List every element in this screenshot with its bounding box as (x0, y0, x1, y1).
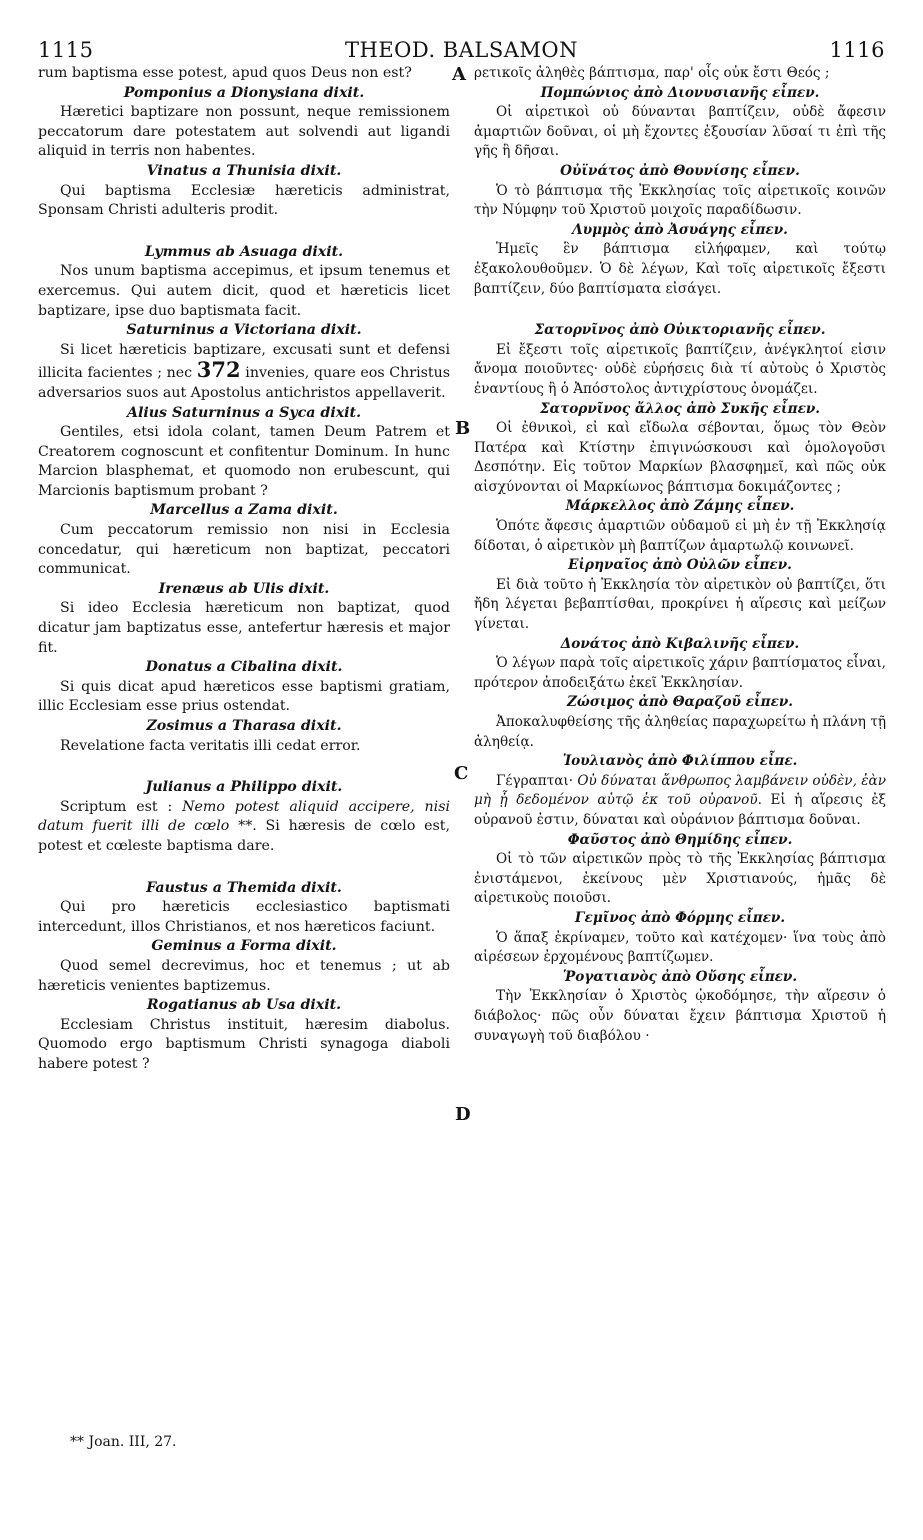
statement-paragraph: Ὁ λέγων παρὰ τοῖς αἱρετικοῖς χάριν βαπτίσματος εἶναι, πρότερον ἀποδειξάτω ἐκεῖ Ἐκκλησίαν. (474, 655, 886, 691)
speaker-heading: Ζώσιμος ἀπὸ Θαραζοῦ εἶπεν. (566, 694, 793, 711)
paragraph-gap (38, 756, 450, 778)
statement-paragraph: Gentiles, etsi idola colant, tamen Deum Patrem et Creatorem cognoscunt et confitentur Dominum. In hunc Marcion blasphemat, et quomodo non erubescunt, qui Marcionis baptismum probant ? (38, 424, 450, 499)
speaker-heading: Δονάτος ἀπὸ Κιβαλινῆς εἶπεν. (560, 635, 800, 652)
statement-paragraph: Ἀποκαλυφθείσης τῆς ἀληθείας παραχωρείτω ἡ πλάνη τῇ ἀληθείᾳ. (474, 714, 886, 750)
speaker-heading: Rogatianus ab Usa dixit. (146, 997, 342, 1014)
statement-paragraph: Οἱ τὸ τῶν αἱρετικῶν πρὸς τὸ τῆς Ἐκκλησίας βάπτισμα ἐνιστάμενοι, ἐκείνους μὲν Χριστιανούς, ἡμᾶς δὲ αἱρετικοὺς ποιοῦσι. (474, 851, 886, 907)
speaker-heading: Ῥογατιανὸς ἀπὸ Οὔσης εἶπεν. (562, 968, 798, 985)
paragraph-text: Γέγραπται· (496, 772, 578, 789)
left-page-number: 1115 (38, 38, 94, 62)
statement-paragraph: Cum peccatorum remissio non nisi in Ecclesia concedatur, qui hæreticum non baptizat, peccatori communicat. (38, 522, 450, 578)
speaker-heading: Εἰρηναῖος ἀπὸ Οὐλῶν εἶπεν. (568, 557, 792, 574)
speaker-heading: Σατορνῖνος ἀπὸ Οὐικτοριανῆς εἶπεν. (534, 322, 826, 339)
speaker-heading: Vinatus a Thunisia dixit. (146, 162, 342, 179)
statement-paragraph: Quod semel decrevimus, hoc et tenemus ; ut ab hæreticis venientes baptizemus. (38, 957, 450, 994)
speaker-heading: Μάρκελλος ἀπὸ Ζάμης εἶπεν. (565, 498, 795, 515)
statement-paragraph: Ἡμεῖς ἓν βάπτισμα εἰλήφαμεν, καὶ τούτῳ ἐξακολουθοῦμεν. Ὁ δὲ λέγων, Καὶ τοῖς αἱρετικοῖς ἔξεστι βαπτίζειν, δύο βαπτίσματα εἰσάγει. (474, 241, 886, 297)
statement-paragraph: Ὁπότε ἄφεσις ἁμαρτιῶν οὐδαμοῦ εἰ μὴ ἐν τῇ Ἐκκλησίᾳ δίδοται, ὁ αἱρετικὸν μὴ βαπτίζων ἁμαρτωλῷ κοινωνεῖ. (474, 518, 886, 554)
speaker-heading: Γεμῖνος ἀπὸ Φόρμης εἶπεν. (574, 909, 786, 926)
right-page-number: 1116 (829, 38, 885, 62)
latin-column (38, 64, 450, 1075)
statement-paragraph: Ὁ τὸ βάπτισμα τῆς Ἐκκλησίας τοῖς αἱρετικοῖς κοινῶν τὴν Νύμφην τοῦ Χριστοῦ μοιχοῖς παραδίδωσιν. (474, 182, 886, 219)
speaker-heading: Ἰουλιανὸς ἀπὸ Φιλίππου εἶπε. (562, 753, 798, 770)
statement-paragraph: Ecclesiam Christus instituit, hæresim diabolus. Quomodo ergo baptismum Christi synagoga diaboli habere potest ? (38, 1016, 450, 1072)
statement-paragraph: rum baptisma esse potest, apud quos Deus non est? (38, 65, 412, 81)
paragraph-gap (474, 299, 886, 321)
statement-paragraph: Revelatione facta veritatis illi cedat error. (60, 737, 361, 754)
inline-page-number: 372 (196, 357, 241, 383)
speaker-heading: Pomponius a Dionysiana dixit. (123, 84, 365, 101)
margin-marker-c: C (454, 763, 469, 784)
speaker-heading: Alius Saturninus a Syca dixit. (126, 404, 362, 421)
speaker-heading: Marcellus a Zama dixit. (150, 502, 338, 519)
paragraph-text: Scriptum est : (60, 798, 183, 815)
scripture-quote: Nemo potest aliquid accipere, nisi datum fuerit illi de cœlo (38, 798, 451, 835)
paragraph-text: Si licet hæreticis baptizare, excusati sunt et defensi illicita facientes ; nec (38, 341, 450, 382)
footnote: ** Joan. III, 27. (70, 1434, 177, 1450)
statement-paragraph: Qui pro hæreticis ecclesiastico baptismati intercedunt, illos Christianos, et nos hæreticos faciunt. (38, 899, 450, 935)
statement-paragraph: Τὴν Ἐκκλησίαν ὁ Χριστὸς ᾠκοδόμησε, τὴν αἵρεσιν ὁ διάβολος· πῶς οὖν δύναται ἔχειν βάπτισμα Χριστοῦ ἡ συναγωγὴ τοῦ διαβόλου · (474, 988, 886, 1044)
speaker-heading: Saturninus a Victoriana dixit. (126, 322, 362, 339)
statement-paragraph: Nos unum baptisma accepimus, et ipsum tenemus et exercemus. Qui autem dicit, quod et hæreticis licet baptizare, ipse duo baptismata facit. (38, 263, 450, 319)
statement-paragraph: ρετικοῖς ἀληθὲς βάπτισμα, παρ' οἷς οὐκ ἔστι Θεός ; (474, 65, 830, 81)
statement-paragraph: Εἰ διὰ τοῦτο ἡ Ἐκκλησία τὸν αἱρετικὸν οὐ βαπτίζει, ὅτι ἤδη λέγεται βεβαπτίσθαι, προκρίνει ἡ αἵρεσις καὶ μείζων γίνεται. (474, 576, 886, 633)
statement-paragraph: Qui baptisma Ecclesiæ hæreticis administrat, Sponsam Christi adulteris prodit. (38, 182, 450, 219)
paragraph-text: **. Si hæresis de cœlo est, potest et cœleste baptisma dare. (38, 818, 450, 854)
speaker-heading: Julianus a Philippo dixit. (145, 779, 343, 796)
statement-paragraph: Si quis dicat apud hæreticos esse baptismi gratiam, illic Ecclesiam esse prius ostendat. (38, 678, 450, 715)
statement-paragraph: Hæretici baptizare non possunt, neque remissionem peccatorum dare potestatem aut solvendi aut ligandi aliquid in terris non habentes. (38, 104, 450, 160)
statement-paragraph: Si ideo Ecclesia hæreticum non baptizat, quod dicatur jam baptizatus esse, antefertur hæresis et major fit. (38, 600, 450, 656)
statement-paragraph: Οἱ ἐθνικοὶ, εἰ καὶ εἴδωλα σέβονται, ὅμως τὸν Θεὸν Πατέρα καὶ Κτίστην ἐπιγινώσκουσι καὶ ὁμολογοῦσι Δεσπότην. Εἰς τοῦτον Μαρκίων βλασφημεῖ, καὶ πῶς οὐκ αἰσχύνονται οἱ Μαρκίωνος βάπτισμα δοκιμάζοντες ; (474, 420, 886, 495)
speaker-heading: Lymmus ab Asuaga dixit. (144, 243, 344, 260)
speaker-heading: Donatus a Cibalina dixit. (145, 659, 343, 676)
statement-paragraph: Οἱ αἱρετικοὶ οὐ δύνανται βαπτίζειν, οὐδὲ ἄφεσιν ἁμαρτιῶν δοῦναι, οἱ μὴ ἔχοντες ἐξουσίαν λῦσαί τι ἐπὶ τῆς γῆς ἢ δῆσαι. (474, 104, 886, 160)
greek-column (474, 64, 886, 1046)
paragraph-gap (38, 857, 450, 879)
speaker-heading: Faustus a Themida dixit. (146, 879, 342, 896)
speaker-heading: Σατορνῖνος ἄλλος ἀπὸ Συκῆς εἶπεν. (540, 400, 820, 417)
speaker-heading: Φαῦστος ἀπὸ Θημίδης εἶπεν. (567, 831, 793, 848)
paragraph-text: . Εἰ ἡ αἵρεσις ἐξ οὐρανοῦ ἐστιν, δύναται καὶ οὐράνιον βάπτισμα δοῦναι. (474, 792, 887, 828)
margin-marker-b: B (455, 418, 471, 439)
speaker-heading: Λυμμὸς ἀπὸ Ἀσυάγης εἶπεν. (572, 221, 788, 238)
statement-paragraph: Εἰ ἔξεστι τοῖς αἱρετικοῖς βαπτίζειν, ἀνέγκλητοί εἰσιν ἄνομα ποιοῦντες· οὐδὲ εὑρήσεις διὰ τί αὐτοὺς ὁ Χριστὸς ἐναντίους ἢ ὁ Ἀπόστολος ἀντιχρίστους ὀνομάζει. (474, 341, 886, 397)
running-title: THEOD. BALSAMON (345, 38, 578, 62)
margin-marker-d: D (455, 1104, 471, 1125)
speaker-heading: Οὐϊνάτος ἀπὸ Θουνίσης εἶπεν. (560, 162, 800, 179)
statement-paragraph (474, 772, 886, 831)
scripture-quote: Οὐ δύναται ἄνθρωπος λαμβάνειν οὐδὲν, ἐὰν μὴ ᾖ δεδομένον αὐτῷ ἐκ τοῦ οὐρανοῦ (474, 772, 886, 809)
statement-paragraph (38, 798, 450, 857)
speaker-heading: Zosimus a Tharasa dixit. (146, 718, 342, 734)
paragraph-text: invenies, quare eos Christus adversarios suos aut Apostolus antichristos appellaverit. (38, 365, 451, 401)
speaker-heading: Πομπώνιος ἀπὸ Διονυσιανῆς εἶπεν. (540, 84, 820, 101)
speaker-heading: Geminus a Forma dixit. (151, 938, 337, 955)
speaker-heading: Irenæus ab Ulis dixit. (158, 580, 330, 597)
paragraph-gap (38, 221, 450, 243)
margin-marker-a: A (452, 64, 466, 85)
statement-paragraph (38, 341, 450, 404)
statement-paragraph: Ὁ ἅπαξ ἐκρίναμεν, τοῦτο καὶ κατέχομεν· ἵνα τοὺς ἀπὸ αἱρέσεων ἐρχομένους βαπτίζωμεν. (474, 929, 886, 966)
